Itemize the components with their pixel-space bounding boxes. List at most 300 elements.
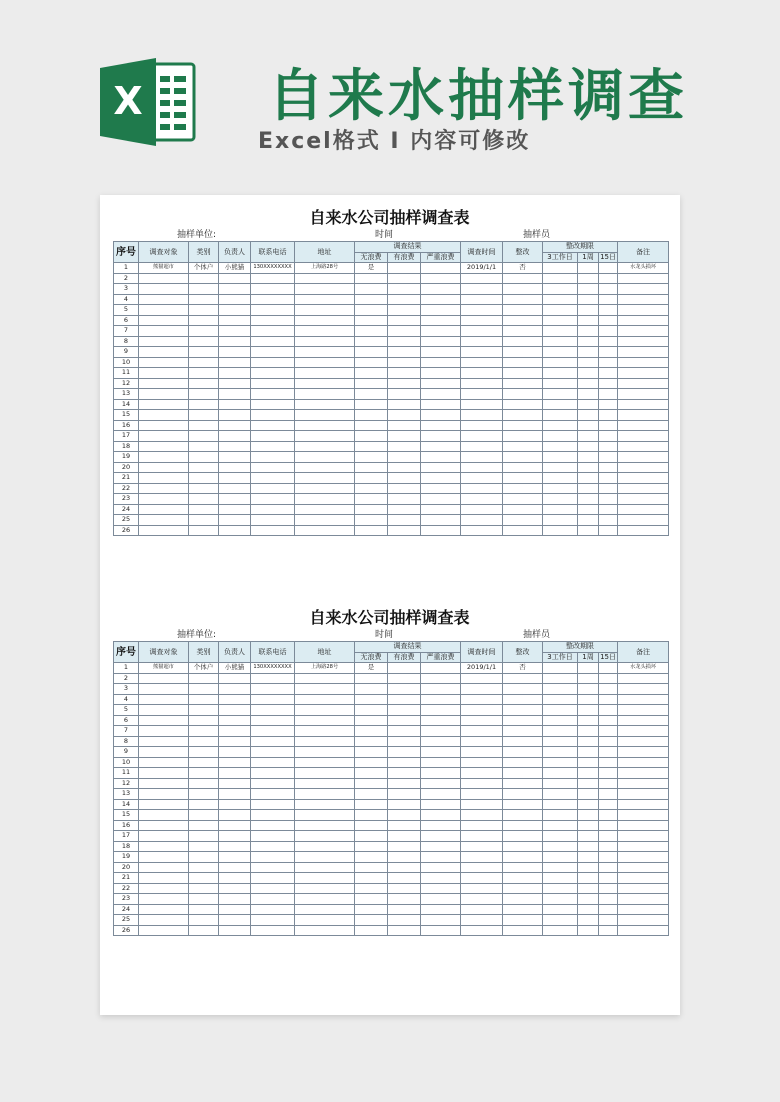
table-cell[interactable] xyxy=(543,389,578,400)
table-cell[interactable] xyxy=(421,410,461,421)
table-cell[interactable] xyxy=(461,757,503,768)
table-cell[interactable] xyxy=(503,515,543,526)
table-cell[interactable] xyxy=(219,799,251,810)
table-cell[interactable] xyxy=(189,831,219,842)
table-cell[interactable] xyxy=(139,810,189,821)
table-cell[interactable] xyxy=(599,315,618,326)
table-cell[interactable] xyxy=(219,862,251,873)
table-cell[interactable] xyxy=(578,315,599,326)
cell-phone[interactable]: 130XXXXXXXX xyxy=(251,663,295,674)
table-cell[interactable] xyxy=(251,315,295,326)
table-cell[interactable] xyxy=(503,315,543,326)
table-cell[interactable] xyxy=(421,705,461,716)
table-cell[interactable] xyxy=(388,757,421,768)
table-cell[interactable] xyxy=(388,389,421,400)
table-cell[interactable] xyxy=(461,357,503,368)
table-cell[interactable] xyxy=(295,368,355,379)
table-cell[interactable] xyxy=(618,799,669,810)
table-cell[interactable] xyxy=(503,273,543,284)
table-cell[interactable] xyxy=(543,883,578,894)
table-cell[interactable] xyxy=(295,410,355,421)
table-cell[interactable] xyxy=(503,820,543,831)
cell-category[interactable]: 个体户 xyxy=(189,263,219,274)
table-cell[interactable] xyxy=(618,705,669,716)
table-cell[interactable] xyxy=(578,673,599,684)
table-cell[interactable] xyxy=(251,294,295,305)
table-cell[interactable] xyxy=(618,515,669,526)
table-cell[interactable] xyxy=(421,883,461,894)
table-cell[interactable] xyxy=(599,904,618,915)
table-cell[interactable] xyxy=(355,357,388,368)
table-cell[interactable] xyxy=(388,294,421,305)
table-cell[interactable] xyxy=(295,357,355,368)
table-cell[interactable] xyxy=(543,894,578,905)
table-cell[interactable] xyxy=(139,715,189,726)
table-cell[interactable] xyxy=(578,841,599,852)
table-cell[interactable] xyxy=(355,673,388,684)
cell-address[interactable]: 上海路28号 xyxy=(295,663,355,674)
table-cell[interactable] xyxy=(139,462,189,473)
table-cell[interactable] xyxy=(503,799,543,810)
table-cell[interactable] xyxy=(189,273,219,284)
table-cell[interactable] xyxy=(461,378,503,389)
table-cell[interactable] xyxy=(618,368,669,379)
table-cell[interactable] xyxy=(251,515,295,526)
table-cell[interactable] xyxy=(461,904,503,915)
table-cell[interactable] xyxy=(139,747,189,758)
table-cell[interactable] xyxy=(355,841,388,852)
table-cell[interactable] xyxy=(543,747,578,758)
table-cell[interactable] xyxy=(599,515,618,526)
table-cell[interactable] xyxy=(219,694,251,705)
table-cell[interactable] xyxy=(461,820,503,831)
table-cell[interactable] xyxy=(421,473,461,484)
table-cell[interactable] xyxy=(503,705,543,716)
table-cell[interactable] xyxy=(421,852,461,863)
table-cell[interactable] xyxy=(618,462,669,473)
table-cell[interactable] xyxy=(189,431,219,442)
table-cell[interactable] xyxy=(388,694,421,705)
table-cell[interactable] xyxy=(461,273,503,284)
table-cell[interactable] xyxy=(618,915,669,926)
table-cell[interactable] xyxy=(251,684,295,695)
table-cell[interactable] xyxy=(388,736,421,747)
table-cell[interactable] xyxy=(503,305,543,316)
table-cell[interactable] xyxy=(618,420,669,431)
cell-no_waste[interactable]: 是 xyxy=(355,663,388,674)
table-cell[interactable] xyxy=(578,494,599,505)
table-cell[interactable] xyxy=(543,705,578,716)
table-cell[interactable] xyxy=(421,799,461,810)
table-cell[interactable] xyxy=(355,494,388,505)
table-cell[interactable] xyxy=(189,810,219,821)
table-cell[interactable] xyxy=(599,883,618,894)
table-cell[interactable] xyxy=(139,389,189,400)
table-cell[interactable] xyxy=(388,378,421,389)
table-cell[interactable] xyxy=(388,873,421,884)
table-cell[interactable] xyxy=(388,347,421,358)
table-cell[interactable] xyxy=(251,705,295,716)
table-cell[interactable] xyxy=(355,925,388,936)
table-cell[interactable] xyxy=(355,483,388,494)
table-cell[interactable] xyxy=(355,810,388,821)
table-cell[interactable] xyxy=(388,663,421,674)
table-cell[interactable] xyxy=(599,862,618,873)
table-cell[interactable] xyxy=(251,431,295,442)
table-cell[interactable] xyxy=(189,452,219,463)
table-cell[interactable] xyxy=(219,789,251,800)
table-cell[interactable] xyxy=(578,273,599,284)
table-cell[interactable] xyxy=(543,841,578,852)
table-cell[interactable] xyxy=(503,736,543,747)
table-cell[interactable] xyxy=(461,420,503,431)
table-cell[interactable] xyxy=(295,315,355,326)
table-cell[interactable] xyxy=(618,347,669,358)
table-cell[interactable] xyxy=(388,441,421,452)
table-cell[interactable] xyxy=(578,768,599,779)
table-cell[interactable] xyxy=(139,757,189,768)
table-cell[interactable] xyxy=(618,389,669,400)
table-cell[interactable] xyxy=(599,347,618,358)
table-cell[interactable] xyxy=(219,284,251,295)
table-cell[interactable] xyxy=(503,925,543,936)
table-cell[interactable] xyxy=(295,747,355,758)
table-cell[interactable] xyxy=(578,525,599,536)
table-cell[interactable] xyxy=(503,852,543,863)
table-cell[interactable] xyxy=(543,684,578,695)
table-cell[interactable] xyxy=(618,452,669,463)
table-cell[interactable] xyxy=(543,820,578,831)
table-cell[interactable] xyxy=(295,873,355,884)
table-cell[interactable] xyxy=(421,294,461,305)
table-cell[interactable] xyxy=(295,347,355,358)
table-cell[interactable] xyxy=(599,483,618,494)
table-cell[interactable] xyxy=(543,925,578,936)
table-cell[interactable] xyxy=(599,273,618,284)
table-cell[interactable] xyxy=(189,852,219,863)
table-cell[interactable] xyxy=(543,294,578,305)
table-cell[interactable] xyxy=(251,925,295,936)
table-cell[interactable] xyxy=(251,273,295,284)
table-cell[interactable] xyxy=(139,399,189,410)
table-cell[interactable] xyxy=(295,494,355,505)
table-cell[interactable] xyxy=(139,862,189,873)
table-cell[interactable] xyxy=(543,525,578,536)
table-cell[interactable] xyxy=(189,694,219,705)
table-cell[interactable] xyxy=(618,883,669,894)
table-cell[interactable] xyxy=(251,831,295,842)
table-cell[interactable] xyxy=(139,705,189,716)
table-cell[interactable] xyxy=(139,305,189,316)
table-cell[interactable] xyxy=(461,778,503,789)
table-cell[interactable] xyxy=(295,673,355,684)
table-cell[interactable] xyxy=(251,778,295,789)
table-cell[interactable] xyxy=(578,462,599,473)
cell-category[interactable]: 个体户 xyxy=(189,663,219,674)
table-cell[interactable] xyxy=(219,347,251,358)
table-cell[interactable] xyxy=(295,799,355,810)
table-cell[interactable] xyxy=(251,494,295,505)
table-cell[interactable] xyxy=(388,810,421,821)
table-cell[interactable] xyxy=(355,399,388,410)
table-cell[interactable] xyxy=(251,841,295,852)
table-cell[interactable] xyxy=(421,904,461,915)
table-cell[interactable] xyxy=(599,452,618,463)
table-cell[interactable] xyxy=(295,852,355,863)
table-cell[interactable] xyxy=(421,483,461,494)
table-cell[interactable] xyxy=(421,684,461,695)
table-cell[interactable] xyxy=(355,284,388,295)
table-cell[interactable] xyxy=(503,452,543,463)
table-cell[interactable] xyxy=(251,305,295,316)
table-cell[interactable] xyxy=(503,904,543,915)
table-cell[interactable] xyxy=(599,789,618,800)
table-cell[interactable] xyxy=(139,504,189,515)
table-cell[interactable] xyxy=(543,378,578,389)
table-cell[interactable] xyxy=(189,862,219,873)
table-cell[interactable] xyxy=(618,925,669,936)
table-cell[interactable] xyxy=(219,273,251,284)
table-cell[interactable] xyxy=(388,715,421,726)
table-cell[interactable] xyxy=(388,726,421,737)
table-cell[interactable] xyxy=(578,789,599,800)
table-cell[interactable] xyxy=(219,431,251,442)
table-cell[interactable] xyxy=(295,925,355,936)
table-cell[interactable] xyxy=(421,715,461,726)
table-cell[interactable] xyxy=(503,757,543,768)
table-cell[interactable] xyxy=(139,915,189,926)
table-cell[interactable] xyxy=(355,525,388,536)
table-cell[interactable] xyxy=(355,736,388,747)
table-cell[interactable] xyxy=(503,462,543,473)
table-cell[interactable] xyxy=(295,904,355,915)
table-cell[interactable] xyxy=(599,504,618,515)
table-cell[interactable] xyxy=(599,494,618,505)
table-cell[interactable] xyxy=(388,705,421,716)
table-cell[interactable] xyxy=(618,273,669,284)
table-cell[interactable] xyxy=(543,789,578,800)
cell-object[interactable]: 熊猫超市 xyxy=(139,263,189,274)
table-cell[interactable] xyxy=(355,904,388,915)
table-cell[interactable] xyxy=(189,515,219,526)
table-cell[interactable] xyxy=(219,883,251,894)
table-cell[interactable] xyxy=(578,915,599,926)
table-cell[interactable] xyxy=(461,915,503,926)
table-cell[interactable] xyxy=(219,894,251,905)
table-cell[interactable] xyxy=(599,757,618,768)
table-cell[interactable] xyxy=(251,368,295,379)
table-cell[interactable] xyxy=(578,410,599,421)
table-cell[interactable] xyxy=(139,789,189,800)
table-cell[interactable] xyxy=(295,862,355,873)
table-cell[interactable] xyxy=(388,273,421,284)
table-cell[interactable] xyxy=(355,336,388,347)
table-cell[interactable] xyxy=(421,504,461,515)
table-cell[interactable] xyxy=(421,420,461,431)
table-cell[interactable] xyxy=(421,326,461,337)
table-cell[interactable] xyxy=(189,820,219,831)
table-cell[interactable] xyxy=(543,663,578,674)
table-cell[interactable] xyxy=(421,862,461,873)
table-cell[interactable] xyxy=(251,862,295,873)
table-cell[interactable] xyxy=(189,315,219,326)
cell-survey_time[interactable]: 2019/1/1 xyxy=(461,263,503,274)
table-cell[interactable] xyxy=(421,378,461,389)
table-cell[interactable] xyxy=(219,715,251,726)
table-cell[interactable] xyxy=(139,841,189,852)
table-cell[interactable] xyxy=(139,820,189,831)
cell-survey_time[interactable]: 2019/1/1 xyxy=(461,663,503,674)
table-cell[interactable] xyxy=(189,336,219,347)
table-cell[interactable] xyxy=(503,410,543,421)
table-cell[interactable] xyxy=(251,483,295,494)
table-cell[interactable] xyxy=(295,515,355,526)
table-cell[interactable] xyxy=(543,357,578,368)
table-cell[interactable] xyxy=(139,378,189,389)
table-cell[interactable] xyxy=(503,873,543,884)
table-cell[interactable] xyxy=(355,441,388,452)
table-cell[interactable] xyxy=(578,925,599,936)
table-cell[interactable] xyxy=(461,747,503,758)
table-cell[interactable] xyxy=(421,726,461,737)
table-cell[interactable] xyxy=(219,305,251,316)
table-cell[interactable] xyxy=(219,684,251,695)
table-cell[interactable] xyxy=(543,852,578,863)
table-cell[interactable] xyxy=(388,431,421,442)
table-cell[interactable] xyxy=(618,410,669,421)
table-cell[interactable] xyxy=(388,399,421,410)
table-cell[interactable] xyxy=(295,726,355,737)
table-cell[interactable] xyxy=(543,336,578,347)
table-cell[interactable] xyxy=(543,473,578,484)
table-cell[interactable] xyxy=(599,473,618,484)
table-cell[interactable] xyxy=(388,410,421,421)
table-cell[interactable] xyxy=(618,315,669,326)
table-cell[interactable] xyxy=(388,894,421,905)
table-cell[interactable] xyxy=(388,452,421,463)
table-cell[interactable] xyxy=(578,336,599,347)
table-cell[interactable] xyxy=(599,778,618,789)
table-cell[interactable] xyxy=(599,841,618,852)
table-cell[interactable] xyxy=(139,326,189,337)
table-cell[interactable] xyxy=(578,420,599,431)
table-cell[interactable] xyxy=(189,789,219,800)
table-cell[interactable] xyxy=(189,925,219,936)
table-cell[interactable] xyxy=(618,473,669,484)
table-cell[interactable] xyxy=(219,399,251,410)
table-cell[interactable] xyxy=(139,452,189,463)
table-cell[interactable] xyxy=(355,368,388,379)
table-cell[interactable] xyxy=(421,873,461,884)
table-cell[interactable] xyxy=(388,904,421,915)
table-cell[interactable] xyxy=(618,778,669,789)
table-cell[interactable] xyxy=(388,515,421,526)
table-cell[interactable] xyxy=(295,273,355,284)
table-cell[interactable] xyxy=(578,663,599,674)
table-cell[interactable] xyxy=(189,915,219,926)
table-cell[interactable] xyxy=(355,294,388,305)
table-cell[interactable] xyxy=(503,831,543,842)
table-cell[interactable] xyxy=(139,473,189,484)
table-cell[interactable] xyxy=(503,894,543,905)
table-cell[interactable] xyxy=(543,715,578,726)
table-cell[interactable] xyxy=(421,515,461,526)
table-cell[interactable] xyxy=(421,925,461,936)
table-cell[interactable] xyxy=(139,778,189,789)
table-cell[interactable] xyxy=(421,673,461,684)
table-cell[interactable] xyxy=(251,420,295,431)
table-cell[interactable] xyxy=(421,831,461,842)
table-cell[interactable] xyxy=(578,305,599,316)
table-cell[interactable] xyxy=(461,305,503,316)
table-cell[interactable] xyxy=(599,336,618,347)
table-cell[interactable] xyxy=(578,820,599,831)
table-cell[interactable] xyxy=(503,420,543,431)
table-cell[interactable] xyxy=(295,820,355,831)
table-cell[interactable] xyxy=(599,263,618,274)
table-cell[interactable] xyxy=(388,925,421,936)
table-cell[interactable] xyxy=(618,715,669,726)
table-cell[interactable] xyxy=(421,757,461,768)
table-cell[interactable] xyxy=(578,799,599,810)
table-cell[interactable] xyxy=(543,420,578,431)
table-cell[interactable] xyxy=(219,841,251,852)
table-cell[interactable] xyxy=(355,473,388,484)
table-cell[interactable] xyxy=(578,515,599,526)
table-cell[interactable] xyxy=(219,915,251,926)
table-cell[interactable] xyxy=(219,389,251,400)
table-cell[interactable] xyxy=(599,389,618,400)
table-cell[interactable] xyxy=(461,399,503,410)
table-cell[interactable] xyxy=(503,378,543,389)
table-cell[interactable] xyxy=(295,778,355,789)
table-cell[interactable] xyxy=(421,399,461,410)
table-cell[interactable] xyxy=(355,768,388,779)
table-cell[interactable] xyxy=(421,263,461,274)
table-cell[interactable] xyxy=(388,820,421,831)
table-cell[interactable] xyxy=(503,326,543,337)
table-cell[interactable] xyxy=(503,284,543,295)
table-cell[interactable] xyxy=(295,305,355,316)
table-cell[interactable] xyxy=(421,441,461,452)
table-cell[interactable] xyxy=(355,378,388,389)
table-cell[interactable] xyxy=(578,736,599,747)
table-cell[interactable] xyxy=(189,873,219,884)
table-cell[interactable] xyxy=(578,705,599,716)
table-cell[interactable] xyxy=(503,368,543,379)
table-cell[interactable] xyxy=(461,473,503,484)
table-cell[interactable] xyxy=(461,525,503,536)
table-cell[interactable] xyxy=(578,694,599,705)
table-cell[interactable] xyxy=(295,810,355,821)
table-cell[interactable] xyxy=(421,663,461,674)
cell-remark[interactable]: 水龙头损坏 xyxy=(618,263,669,274)
table-cell[interactable] xyxy=(461,768,503,779)
table-cell[interactable] xyxy=(421,315,461,326)
table-cell[interactable] xyxy=(219,525,251,536)
table-cell[interactable] xyxy=(219,873,251,884)
table-cell[interactable] xyxy=(543,452,578,463)
table-cell[interactable] xyxy=(461,789,503,800)
table-cell[interactable] xyxy=(503,778,543,789)
table-cell[interactable] xyxy=(503,431,543,442)
table-cell[interactable] xyxy=(543,904,578,915)
table-cell[interactable] xyxy=(543,862,578,873)
table-cell[interactable] xyxy=(139,336,189,347)
table-cell[interactable] xyxy=(295,473,355,484)
table-cell[interactable] xyxy=(543,726,578,737)
table-cell[interactable] xyxy=(578,852,599,863)
